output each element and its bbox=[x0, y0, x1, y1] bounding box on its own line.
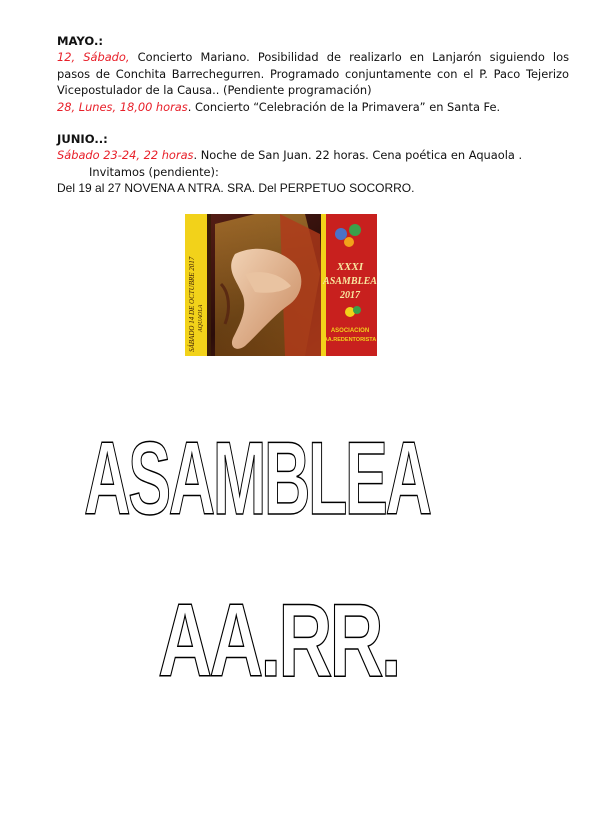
outline-title-aarr: AA.RR. bbox=[158, 583, 399, 699]
junio-event-1-date: Sábado 23-24, 22 horas bbox=[57, 148, 194, 163]
mayo-event-1-line-1 bbox=[57, 49, 569, 65]
outline-title-asamblea: ASAMBLEA bbox=[84, 421, 430, 537]
poster-title-3: 2017 bbox=[340, 290, 360, 301]
poster-side-date: SÁBADO 14 DE OCTUBRE 2017 bbox=[188, 256, 196, 352]
mayo-heading: MAYO.: bbox=[57, 34, 104, 48]
mayo-event-1-line-3: Vicepostulador de la Causa.. (Pendiente programación) bbox=[57, 83, 372, 98]
poster-org-1: ASOCIACION bbox=[330, 328, 370, 334]
poster-side-place: AQUAOLA bbox=[198, 304, 204, 332]
poster-title-2: ASAMBLEA bbox=[323, 276, 377, 287]
poster-photo bbox=[185, 214, 377, 356]
mayo-event-2-text: . Concierto “Celebración de la Primavera” en Santa Fe. bbox=[187, 99, 501, 114]
poster-title-1: XXXI bbox=[336, 261, 364, 273]
junio-heading: JUNIO..: bbox=[57, 132, 108, 147]
schedule-text bbox=[57, 33, 569, 197]
mayo-event-1-date: 12, Sábado, bbox=[57, 50, 130, 65]
mayo-event-2 bbox=[57, 99, 569, 115]
junio-invite: Invitamos (pendiente): bbox=[89, 164, 219, 179]
mayo-event-1-line-2: pasos de Conchita Barrechegurren. Programado conjuntamente con el P. Paco Tejerizo bbox=[57, 66, 569, 81]
poster-org-2: AA.REDENTORISTA bbox=[323, 337, 377, 343]
mayo-event-1-text: Concierto Mariano. Posibilidad de realizarlo en Lanjarón siguiendo los bbox=[129, 50, 570, 65]
junio-event-1-text: . Noche de San Juan. 22 horas. Cena poética en Aquaola . bbox=[193, 148, 523, 163]
mayo-event-2-date: 28, Lunes, 18,00 horas bbox=[57, 99, 188, 114]
junio-event-1 bbox=[57, 147, 569, 163]
junio-novena: Del 19 al 27 NOVENA A NTRA. SRA. Del PERPETUO SOCORRO. bbox=[57, 181, 415, 196]
